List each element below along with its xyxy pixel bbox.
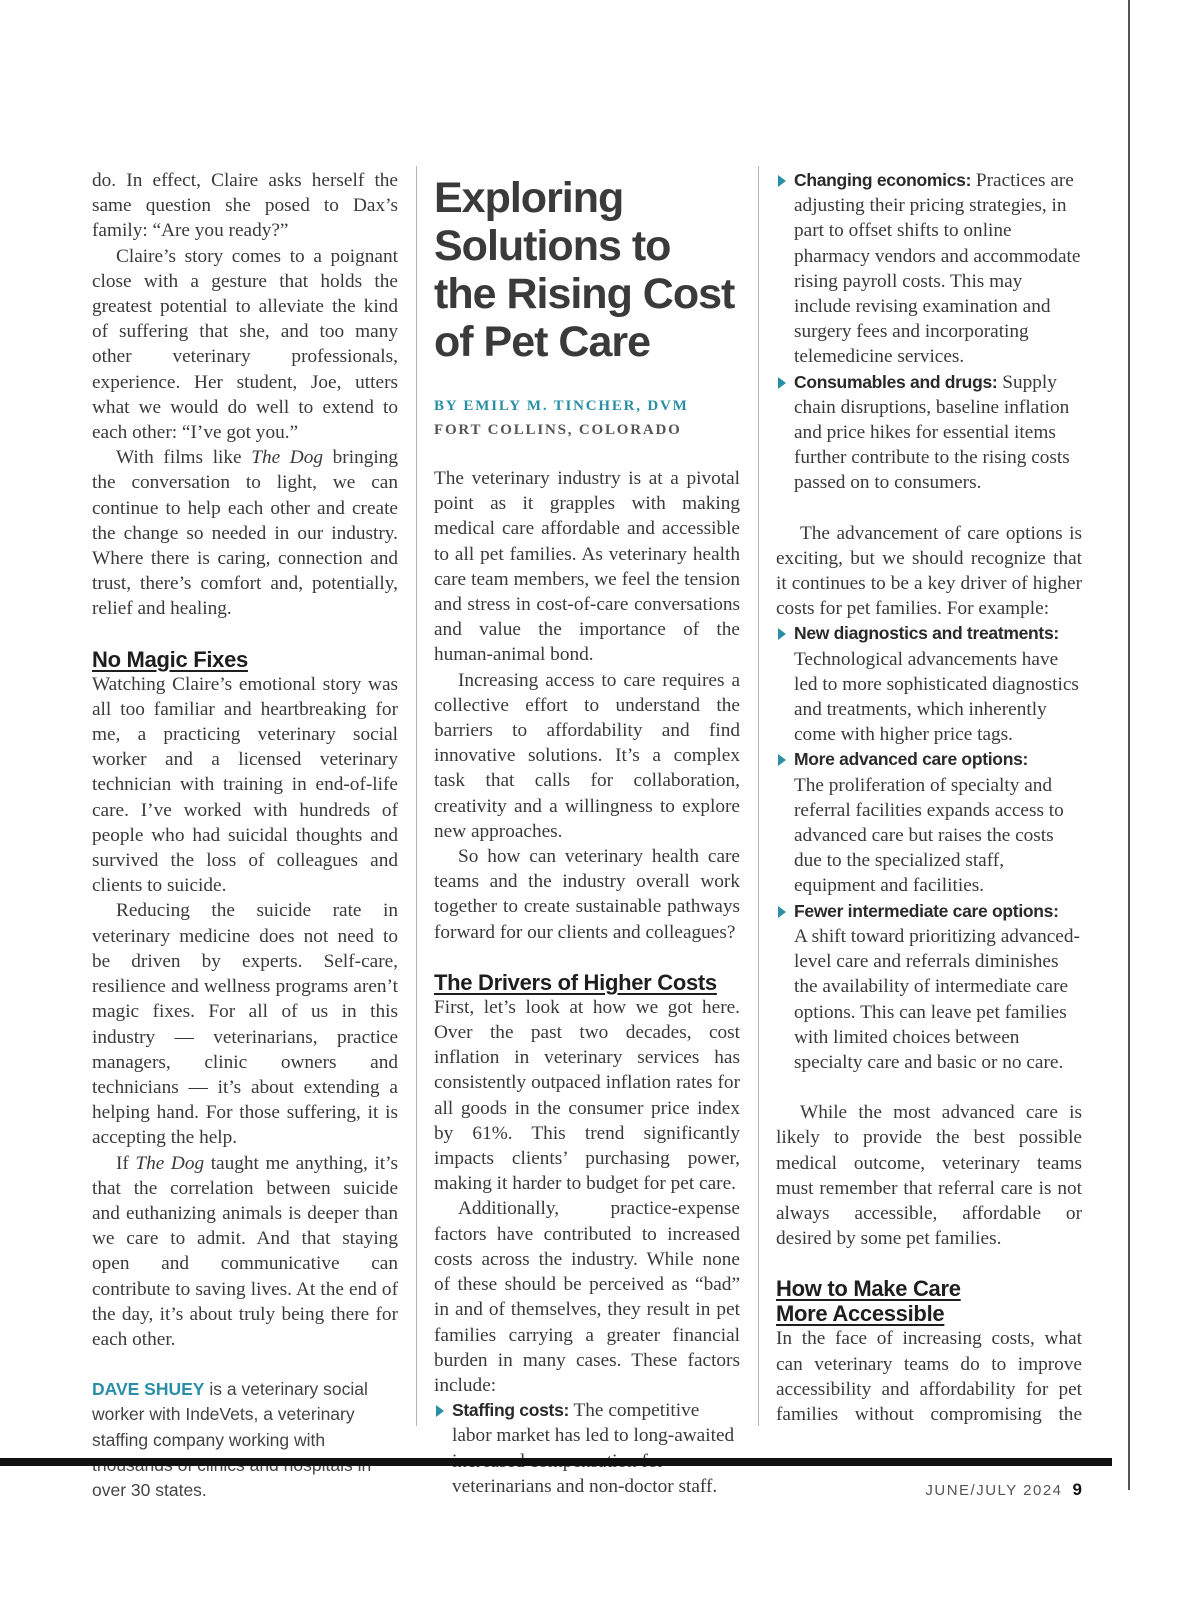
bullet-item: More advanced care options: The proliferation of specialty and referral facilities expands access to advanced care but raises the costs due to the specialized staff, equipment and facilities. bbox=[776, 747, 1082, 898]
bullet-item: Fewer intermediate care options: A shift toward prioritizing advanced-level care and referrals diminishes the availability of intermediate care options. This can leave pet families with limited choices between specialty care and basic or no care. bbox=[776, 899, 1082, 1075]
column-3 bbox=[776, 168, 1082, 1427]
issue-date: JUNE/JULY 2024 bbox=[925, 1482, 1063, 1499]
paragraph: The veterinary industry is at a pivotal point as it grapples with making medical care affordable and accessible to all pet families. As veterinary health care team members, we feel the tension and stress in cost-of-care conversations and value the importance of the human-animal bond. bbox=[434, 468, 740, 666]
paragraph: In the face of increasing costs, what can veterinary teams do to improve accessibility and affordability for pet families without compromising the bbox=[776, 1328, 1082, 1425]
column-1 bbox=[92, 168, 398, 1503]
byline: BY EMILY M. TINCHER, DVM bbox=[434, 398, 689, 414]
paragraph: Reducing the suicide rate in veterinary medicine does not need to be driven by experts. Self-care, resilience and wellness programs aren’t magic fixes. For all of us in this industry — veterinarians, practice managers, clinic owners and technicians — it’s about extending a helping hand. For those suffering, it is accepting the help. bbox=[92, 900, 398, 1149]
film-title: The Dog bbox=[135, 1152, 205, 1174]
author-location: FORT COLLINS, COLORADO bbox=[434, 422, 682, 438]
paragraph: Increasing access to care requires a collective effort to understand the barriers to affordability and find innovative solutions. It’s a complex task that calls for collaboration, creativity and a willingness to explore new approaches. bbox=[434, 669, 740, 842]
author-name: DAVE SHUEY bbox=[92, 1379, 205, 1400]
paragraph: So how can veterinary health care teams and the industry overall work together to create sustainable pathways forward for our clients and colleagues? bbox=[434, 846, 740, 943]
paragraph: Claire’s story comes to a poignant close with a gesture that holds the greatest potential to alleviate the kind of suffering that she, and too many other veterinary professionals, experience. Her student, Joe, utters what we would do well to extend to each other: “I’ve got you.” bbox=[92, 245, 398, 444]
folio bbox=[925, 1480, 1082, 1500]
paragraph: The advancement of care options is exciting, but we should recognize that it continues to be a key driver of higher costs for pet families. For example: bbox=[776, 522, 1082, 620]
section-heading-no-magic-fixes: No Magic Fixes bbox=[92, 646, 248, 672]
footer-bar bbox=[0, 1458, 1112, 1466]
paragraph: While the most advanced care is likely to provide the best possible medical outcome, veterinary teams must remember that referral care is not always accessible, affordable or desired by some pet families. bbox=[776, 1102, 1082, 1250]
film-title: The Dog bbox=[251, 447, 324, 469]
paragraph: With films like The Dog bringing the conversation to light, we can continue to help each other and create the change so needed in our industry. Where there is caring, connection and trust, there’s comfort and, potentially, relief and healing. bbox=[92, 447, 398, 620]
bullet-item: Consumables and drugs: Supply chain disruptions, baseline inflation and price hikes for essential items further contribute to the rising costs passed on to consumers. bbox=[776, 370, 1082, 496]
column-divider bbox=[416, 166, 417, 1426]
section-heading-drivers: The Drivers of Higher Costs bbox=[434, 969, 717, 995]
bullet-item: Changing economics: Practices are adjusting their pricing strategies, in part to offset shifts to online pharmacy vendors and accommodate rising payroll costs. This may include revising examination and surgery fees and incorporating telemedicine services. bbox=[776, 168, 1082, 370]
section-heading-accessible: How to Make Care More Accessible bbox=[776, 1276, 961, 1327]
column-divider bbox=[758, 166, 759, 1426]
paragraph: Additionally, practice-expense factors have contributed to increased costs across the industry. While none of these should be perceived as “bad” in and of themselves, they result in pet families carrying a greater financial burden in many cases. These factors include: bbox=[434, 1198, 740, 1396]
bullet-item: New diagnostics and treatments: Technological advancements have led to more sophisticated diagnostics and treatments, which inherently come with higher price tags. bbox=[776, 621, 1082, 747]
paragraph: If The Dog taught me anything, it’s that the correlation between suicide and euthanizing animals is deeper than we care to admit. And that staying open and communicative can contribute to saving lives. At the end of the day, it’s about truly being there for each other. bbox=[92, 1152, 399, 1350]
page-edge-line bbox=[1128, 0, 1130, 1490]
bullet-item: Staffing costs: The competitive labor market has led to long-awaited veterinarians and non-doctor staff. bbox=[434, 1398, 740, 1499]
author-bio: DAVE SHUEY is a veterinary social worker with IndeVets, a veterinary staffing company working with over 30 states. bbox=[92, 1379, 368, 1500]
column-2 bbox=[434, 168, 740, 1499]
paragraph: do. In effect, Claire asks herself the same question she posed to Dax’s family: “Are you ready?” bbox=[92, 170, 398, 242]
article-title: Exploring Solutions to the Rising Cost of Pet Care bbox=[434, 174, 735, 366]
paragraph: Watching Claire’s emotional story was all too familiar and heartbreaking for me, a practicing veterinary social worker and a licensed veterinary technician with training in end-of-life care. I’ve worked with hundreds of people who had suicidal thoughts and survived the loss of colleagues and clients to suicide. bbox=[92, 673, 398, 897]
paragraph: First, let’s look at how we got here. Over the past two decades, cost inflation in veterinary services has consistently outpaced inflation rates for all goods in the consumer price index by 61%. This trend significantly impacts clients’ purchasing power, making it harder to budget for pet care. bbox=[434, 996, 740, 1195]
bullet-label: Staffing costs: bbox=[452, 1400, 570, 1421]
page-number: 9 bbox=[1072, 1480, 1082, 1499]
